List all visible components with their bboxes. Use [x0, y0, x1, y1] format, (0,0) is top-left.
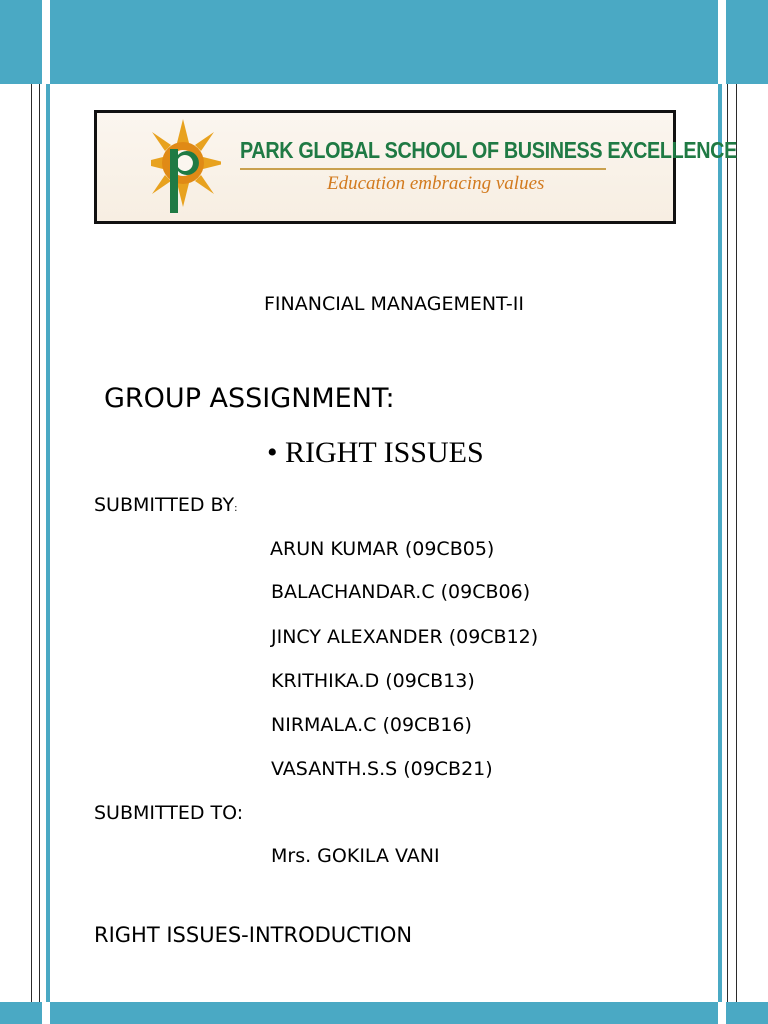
member-name: KRITHIKA.D (09CB13) — [271, 670, 475, 692]
left-border-bar — [46, 84, 50, 1002]
school-logo-banner — [94, 110, 737, 224]
assignment-heading: GROUP ASSIGNMENT: — [104, 383, 395, 414]
school-name: PARK GLOBAL SCHOOL OF BUSINESS EXCELLENCE — [240, 137, 737, 163]
course-title: FINANCIAL MANAGEMENT-II — [264, 293, 524, 315]
left-inner-line — [39, 84, 40, 1002]
section-heading: RIGHT ISSUES-INTRODUCTION — [94, 923, 413, 947]
faculty-name: Mrs. GOKILA VANI — [271, 845, 440, 867]
submitted-by-colon: : — [234, 503, 238, 514]
top-border-band — [0, 0, 768, 84]
member-name: JINCY ALEXANDER (09CB12) — [271, 626, 539, 648]
submitted-by-label: SUBMITTED BY — [94, 494, 235, 516]
right-border-bar — [718, 84, 722, 1002]
member-name: VASANTH.S.S (09CB21) — [271, 758, 493, 780]
member-name: NIRMALA.C (09CB16) — [271, 714, 472, 736]
submitted-by-line — [94, 494, 238, 516]
left-outer-line — [31, 84, 32, 1002]
right-inner-line — [727, 84, 728, 1002]
school-tagline: Education embracing values — [327, 173, 545, 194]
topic-title: RIGHT ISSUES — [285, 436, 484, 469]
logo-divider — [240, 168, 606, 170]
member-name: BALACHANDAR.C (09CB06) — [271, 581, 531, 603]
school-logo-icon — [151, 115, 221, 217]
right-outer-line — [736, 84, 737, 1002]
bottom-border-band — [0, 1002, 768, 1024]
topic-line — [267, 436, 484, 470]
submitted-to-label: SUBMITTED TO: — [94, 802, 244, 824]
bullet-icon: • — [267, 436, 278, 469]
member-name: ARUN KUMAR (09CB05) — [270, 538, 495, 560]
